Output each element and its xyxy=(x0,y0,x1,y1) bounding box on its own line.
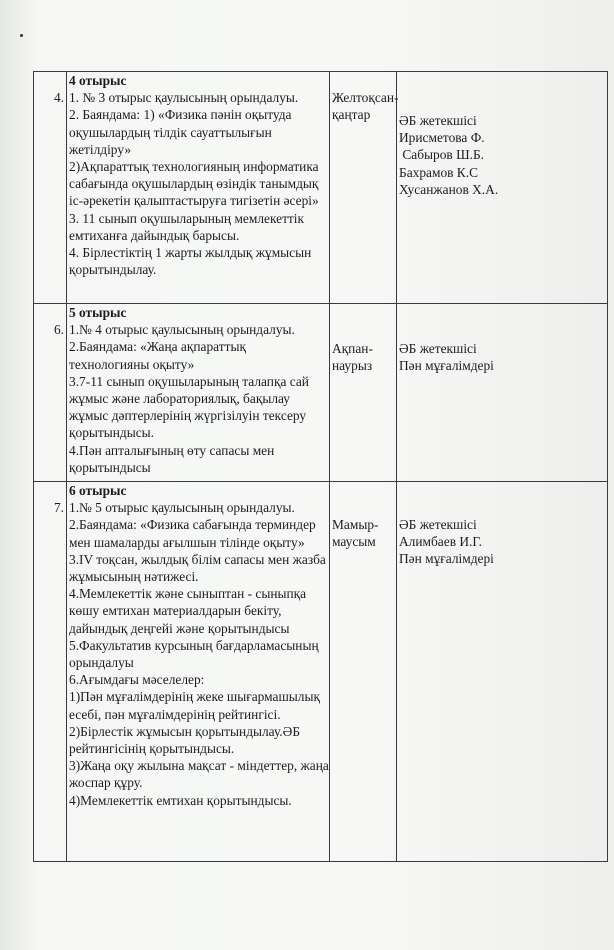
row-number: 7. xyxy=(53,500,64,515)
agenda-item: 2.Баяндама: «Физика сабағында терминдер мен шамаларды ағылшын тілінде оқыту» xyxy=(69,517,316,550)
meeting-title: 4 отырыс xyxy=(69,73,127,88)
responsible-line: ӘБ жетекшісі xyxy=(399,113,477,128)
topic-cell xyxy=(67,482,330,862)
agenda-item: 4)Мемлекеттік емтихан қорытындысы. xyxy=(69,792,292,808)
agenda-item: 2)Ақпараттық технологияның информатика сабағында оқушылардың өзіндік танымдық іс-әрекетін қалыптастыруға тигізетін әсері» xyxy=(69,159,319,209)
meeting-title: 5 отырыс xyxy=(69,305,127,320)
row-number: 4. xyxy=(53,90,64,105)
agenda-item: 3)Жаңа оқу жылына мақсат - міндеттер, жаңа жоспар құру. xyxy=(69,758,329,791)
responsible-line: Алимбаев И.Г. xyxy=(399,534,482,550)
responsible-cell xyxy=(397,72,608,304)
date-line: Желтоқсан- xyxy=(332,90,399,105)
date-line: Ақпан- xyxy=(332,341,373,356)
responsible-line: Пән мұғалімдері xyxy=(399,358,494,374)
date-line: наурыз xyxy=(332,358,373,374)
agenda-item: 3. 11 сынып оқушыларының мемлекеттік емтиханға дайындық барысы. xyxy=(69,210,305,243)
agenda-item: 4.Пән апталығының өту сапасы мен қорытындысы xyxy=(69,442,275,475)
row-number: 6. xyxy=(53,322,64,337)
responsible-line: ӘБ жетекшісі xyxy=(399,517,477,532)
date-line: маусым xyxy=(332,534,376,550)
responsible-line: Сабыров Ш.Б. xyxy=(399,147,484,163)
date-line: Мамыр- xyxy=(332,517,379,532)
responsible-line: Ирисметова Ф. xyxy=(399,130,485,146)
responsible-line: Бахрамов К.С xyxy=(399,164,479,180)
agenda-item: 3.7-11 сынып оқушыларының талапқа сай жұмыс және лабораториялық, бақылау жұмыс дәптерлерінің жүргізілуін тексеру қорытындысы. xyxy=(69,373,309,441)
responsible-line: ӘБ жетекшісі xyxy=(399,341,477,356)
agenda-item: 3.IV тоқсан, жылдық білім сапасы мен жазба жұмысының нәтижесі. xyxy=(69,551,326,585)
agenda-item: 4. Бірлестіктің 1 жарты жылдық жұмысын қорытындылау. xyxy=(69,245,312,278)
agenda-item: 5.Факультатив курсының бағдарламасының орындалуы xyxy=(69,637,319,671)
table-row xyxy=(34,304,608,482)
agenda-item: 1)Пән мұғалімдерінің жеке шығармашылық есебі, пән мұғалімдерінің рейтингісі. xyxy=(69,689,320,722)
topic-cell xyxy=(67,304,330,482)
speck xyxy=(20,34,23,37)
date-cell xyxy=(330,482,397,862)
table-row xyxy=(34,482,608,862)
responsible-cell xyxy=(397,304,608,482)
agenda-item: 2)Бірлестік жұмысын қорытындылау.ӘБ рейтингісінің қорытындысы. xyxy=(69,723,301,757)
agenda-item: 2.Баяндама: «Жаңа ақпараттық технологияны оқыту» xyxy=(69,339,246,372)
meeting-title: 6 отырыс xyxy=(69,483,127,498)
agenda-item: 1. № 3 отырыс қаулысының орындалуы. xyxy=(69,90,299,106)
agenda-item: 1.№ 5 отырыс қаулысының орындалуы. xyxy=(69,500,295,516)
agenda-item: 6.Ағымдағы мәселелер: xyxy=(69,672,205,688)
agenda-item: 2. Баяндама: 1) «Физика пәнін оқытуда оқушылардың тілдік сауаттылығын жетілдіру» xyxy=(69,107,292,157)
agenda-item: 1.№ 4 отырыс қаулысының орындалуы. xyxy=(69,322,295,338)
date-line: қаңтар xyxy=(332,107,371,123)
meetings-table xyxy=(33,71,608,862)
date-cell xyxy=(330,304,397,482)
row-number-cell xyxy=(34,482,67,862)
responsible-line: Пән мұғалімдері xyxy=(399,551,494,567)
responsible-line: Хусанжанов Х.А. xyxy=(399,181,499,197)
agenda-item: 4.Мемлекеттік және сыныптан - сыныпқа көшу емтихан материалдарын бекіту, дайындық деңгейі және қорытындысы xyxy=(69,586,307,636)
date-cell xyxy=(330,72,397,304)
topic-cell xyxy=(67,72,330,304)
table-row xyxy=(34,72,608,304)
row-number-cell xyxy=(34,304,67,482)
responsible-cell xyxy=(397,482,608,862)
row-number-cell xyxy=(34,72,67,304)
